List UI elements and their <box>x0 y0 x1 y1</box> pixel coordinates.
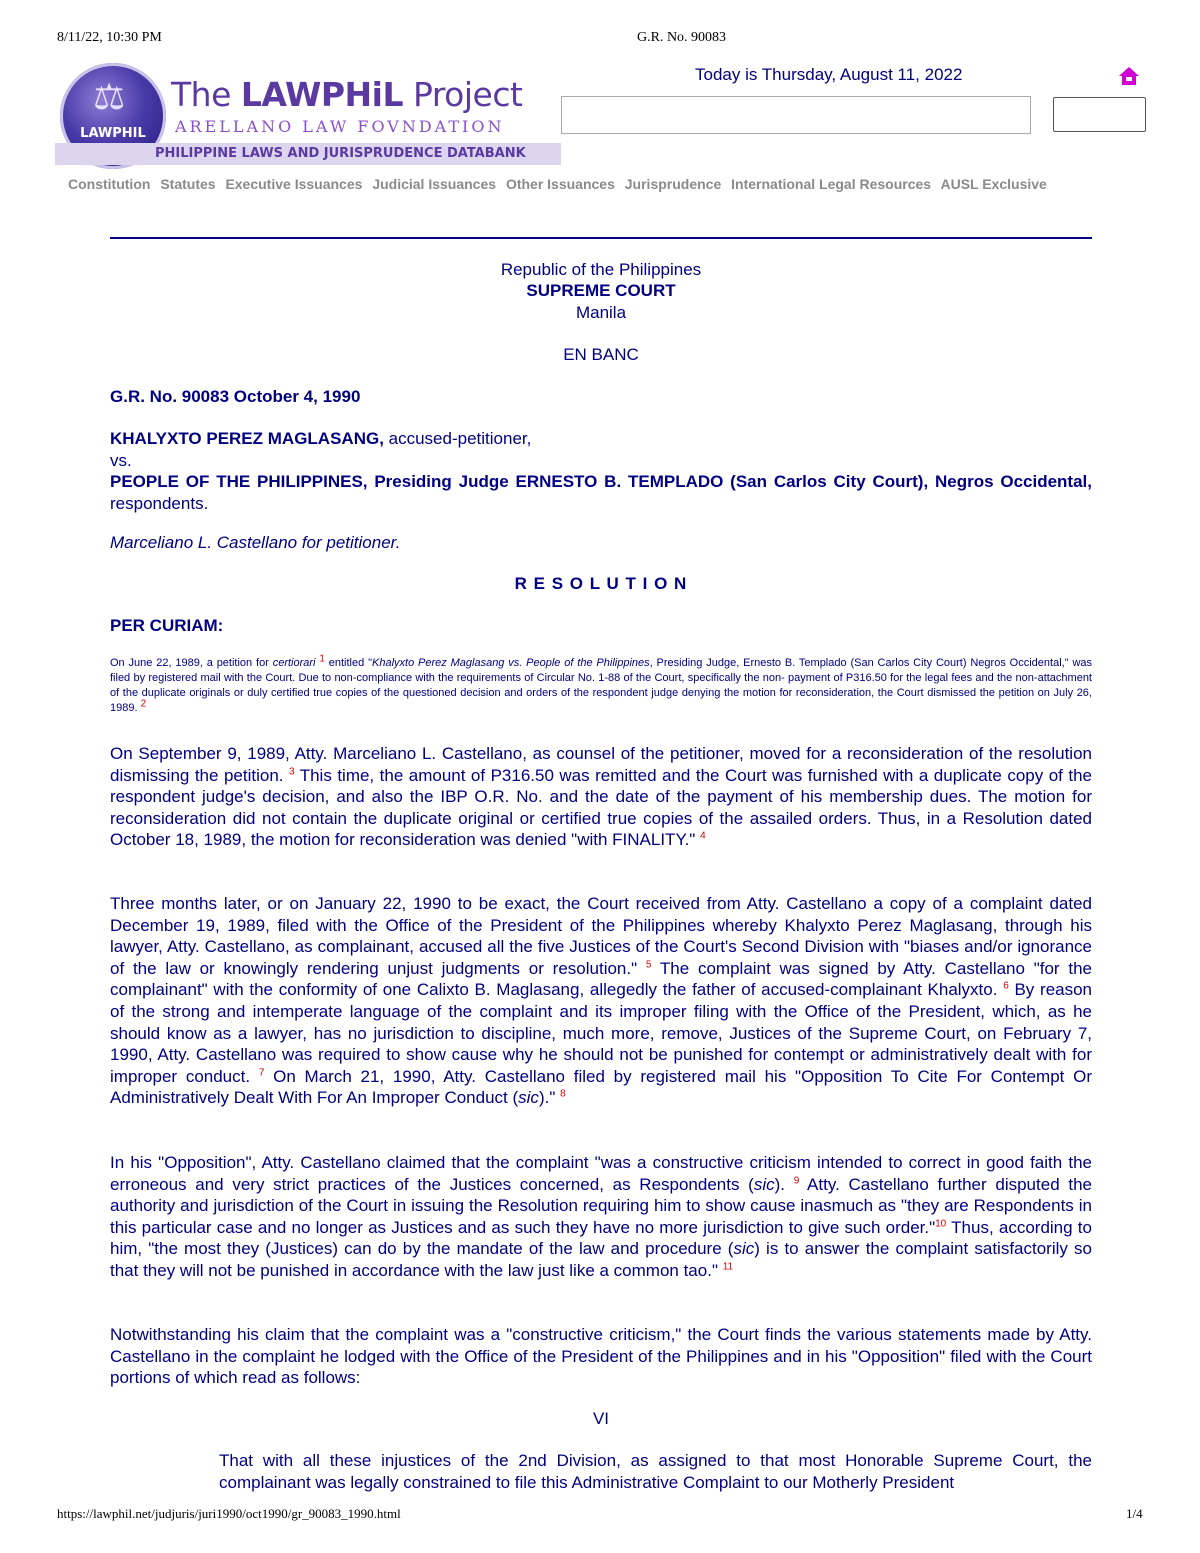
nav-statutes[interactable]: Statutes <box>160 176 216 192</box>
lawphil-seal-icon: ⚖ LAWPHIL <box>60 63 166 169</box>
footnote-ref-6[interactable]: 6 <box>1003 980 1009 992</box>
lawphil-logo[interactable] <box>55 55 561 167</box>
print-title: G.R. No. 90083 <box>637 30 727 45</box>
resolution-heading: R E S O L U T I O N <box>514 574 688 593</box>
respondents-role: respondents. <box>110 493 209 513</box>
paragraph-1: On June 22, 1989, a petition for certiorari 1 entitled "Khalyxto Perez Maglasang vs. People of the Philippines, Presiding Judge, Ernesto B. Templado (San Carlos City Court) Negros Occidental," was filed by registered mail with the Court. Due to non-compliance with the requirements of Circular No. 1-88 of the Court, specifically the non- payment of P316.50 for the legal fees and the non-attachment of the duplicate originals or duly certified true copies of the questioned decision and orders of the respondent judge denying the motion for reconsideration, the Court dismissed the petition on July 26, 1989. 2 <box>110 653 1093 714</box>
today-date: Today is Thursday, August 11, 2022 <box>695 65 963 84</box>
footnote-ref-9[interactable]: 9 <box>793 1174 800 1186</box>
brand-title: The LAWPHiL Project <box>171 75 523 114</box>
footnote-ref-2[interactable]: 2 <box>140 698 147 710</box>
print-datetime: 8/11/22, 10:30 PM <box>57 30 162 45</box>
case-parties <box>110 428 1092 514</box>
respondents-name: PEOPLE OF THE PHILIPPINES, Presiding Judge ERNESTO B. TEMPLADO (San Carlos City Court), Negros Occidental, <box>110 472 1092 492</box>
footnote-ref-11[interactable]: 11 <box>722 1261 734 1273</box>
petitioner-name: KHALYXTO PEREZ MAGLASANG, <box>110 429 384 448</box>
footnote-ref-8[interactable]: 8 <box>560 1088 566 1100</box>
footnote-ref-1[interactable]: 1 <box>319 653 325 665</box>
main-nav <box>68 176 1053 192</box>
petitioner-role: accused-petitioner, <box>383 429 532 448</box>
block-quote: That with all these injustices of the 2nd Division, as assigned to that most Honorable Supreme Court, the complainant was legally constrained to file this Administrative Complaint to our Motherly President <box>219 1451 1092 1492</box>
per-curiam: PER CURIAM: <box>110 616 224 635</box>
databank-banner: PHILIPPINE LAWS AND JURISPRUDENCE DATABANK <box>55 143 561 165</box>
print-page-number: 1/4 <box>1126 1506 1143 1521</box>
division: EN BANC <box>563 345 639 364</box>
foundation-name: ARELLANO LAW FOVNDATION <box>175 117 505 136</box>
paragraph-5: Notwithstanding his claim that the complaint was a "constructive criticism," the Court finds the various statements made by Atty. Castellano in the complaint he lodged with the Office of the President of the Philippines and in his "Opposition" filed with the Court portions of which read as follows: <box>110 1325 1092 1388</box>
court-name: SUPREME COURT <box>526 281 676 300</box>
court-city: Manila <box>575 303 627 322</box>
case-number: G.R. No. 90083 October 4, 1990 <box>110 387 361 406</box>
versus: vs. <box>110 450 132 470</box>
footnote-ref-5[interactable]: 5 <box>645 959 652 971</box>
nav-executive-issuances[interactable]: Executive Issuances <box>225 176 363 192</box>
nav-ausl-exclusive[interactable]: AUSL Exclusive <box>940 176 1047 192</box>
search-button[interactable] <box>1053 97 1146 132</box>
footnote-ref-7[interactable]: 7 <box>258 1067 265 1079</box>
roman-section-number: VI <box>592 1409 610 1428</box>
footnote-ref-10[interactable]: 10 <box>935 1218 947 1230</box>
counsel-line: Marceliano L. Castellano for petitioner. <box>110 533 401 552</box>
paragraph-4: In his "Opposition", Atty. Castellano claimed that the complaint "was a constructive criticism intended to correct in good faith the erroneous and very strict practices of the Justices concerned, as Respondents (sic). $^9$ Atty. Castellano further disputed the authority and jurisdiction of the Court in issuing the Resolution requiring him to show cause inasmuch as "they are Respondents in this particular case and no longer as Justices and as such they have no more jurisdiction to give such order."$^{10}$ Thus, according to him, "the most they (Justices) can do by the mandate of the law and procedure (sic) is to answer the complaint satisfactorily so that they will not be punished in accordance with the law just like a common tao." $^{11}$ <box>110 1153 1092 1280</box>
nav-jurisprudence[interactable]: Jurisprudence <box>624 176 722 192</box>
home-icon[interactable] <box>1117 65 1141 87</box>
footnote-ref-3[interactable]: 3 <box>288 765 295 777</box>
nav-judicial-issuances[interactable]: Judicial Issuances <box>372 176 497 192</box>
nav-international-legal-resources[interactable]: International Legal Resources <box>731 176 932 192</box>
nav-constitution[interactable]: Constitution <box>68 176 151 192</box>
search-input[interactable] <box>561 96 1031 134</box>
footnote-ref-4[interactable]: 4 <box>700 830 706 842</box>
paragraph-3: Three months later, or on January 22, 1990 to be exact, the Court received from Atty. Castellano a copy of a complaint dated December 19, 1989, filed with the Office of the President of the Philippines whereby Khalyxto Perez Maglasang, through his lawyer, Atty. Castellano, as complainant, accused all the five Justices of the Court's Second Division with "biases and/or ignorance of the law or knowingly rendering unjust judgments or resolution." $^5$ The complaint was signed by Atty. Castellano "for the complainant" with the conformity of one Calixto B. Maglasang, allegedly the father of accused-complainant Khalyxto. $^6$ By reason of the strong and intemperate language of the complaint and its improper filing with the Office of the President, which, as he should know as a lawyer, has no jurisdiction to discipline, much more, remove, Justices of the Supreme Court, on February 7, 1990, Atty. Castellano was required to show cause why he should not be punished for contempt or administratively dealt with for improper conduct. $^7$ On March 21, 1990, Atty. Castellano filed by registered mail his "Opposition To Cite For Contempt Or Administratively Dealt With For An Improper Conduct (sic)." $^8$ <box>110 894 1093 1108</box>
print-url: https://lawphil.net/judjuris/juri1990/oct1990/gr_90083_1990.html <box>57 1506 401 1521</box>
nav-other-issuances[interactable]: Other Issuances <box>505 176 615 192</box>
republic-line: Republic of the Philippines <box>500 260 702 279</box>
paragraph-2: On September 9, 1989, Atty. Marceliano L. Castellano, as counsel of the petitioner, moved for a reconsideration of the resolution dismissing the petition. $^3$ This time, the amount of P316.50 was remitted and the Court was furnished with a duplicate copy of the respondent judge's decision, and also the IBP O.R. No. and the date of the payment of his membership dues. The motion for reconsideration did not contain the duplicate original or certified true copies of the assailed orders. Thus, in a Resolution dated October 18, 1989, the motion for reconsideration was denied "with FINALITY." $^4$ <box>110 744 1093 850</box>
header-divider <box>110 237 1092 239</box>
